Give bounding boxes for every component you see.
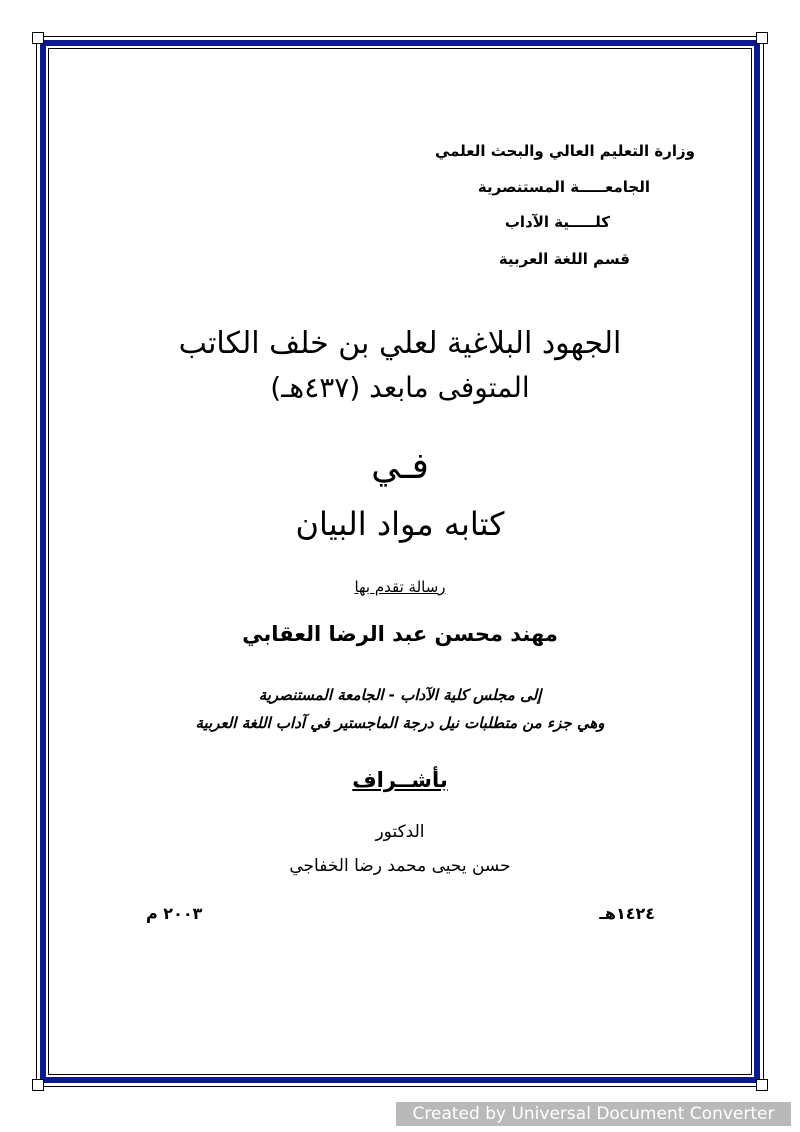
thesis-title-line3: فـي [371, 446, 429, 487]
supervisor-name: حسن يحيى محمد رضا الخفاجي [289, 856, 511, 876]
author-name: مهند محسن عبد الرضا العقابي [242, 622, 558, 646]
department-name: قسم اللغة العربية [498, 250, 630, 268]
converter-watermark: Created by Universal Document Converter [396, 1102, 791, 1126]
supervision-label: بأشــراف [352, 768, 448, 792]
frame-corner-top-left [32, 32, 44, 44]
gregorian-date: ٢٠٠٣ م [146, 904, 203, 923]
frame-corner-top-right [756, 32, 768, 44]
frame-corner-bottom-left [32, 1079, 44, 1091]
submitted-by-label: رسالة تقدم بها [354, 578, 446, 596]
supervisor-degree: الدكتور [375, 822, 425, 842]
thesis-title-line1: الجهود البلاغية لعلي بن خلف الكاتب [178, 326, 622, 361]
hijri-date: ١٤٢٤هـ [599, 904, 655, 923]
council-line2: وهي جزء من متطلبات نيل درجة الماجستير في آداب اللغة العربية [195, 714, 605, 732]
university-name: الجامعـــــة المستنصرية [477, 178, 650, 196]
frame-corner-bottom-right [756, 1079, 768, 1091]
college-name: كلـــــية الآداب [504, 213, 610, 231]
council-line1: إلى مجلس كلية الآداب - الجامعة المستنصرية [258, 686, 542, 704]
thesis-title-line4: كتابه مواد البيان [295, 505, 505, 543]
thesis-title-line2: المتوفى مابعد (٤٣٧هـ) [270, 371, 530, 404]
ministry-name: وزارة التعليم العالي والبحث العلمي [434, 142, 695, 160]
